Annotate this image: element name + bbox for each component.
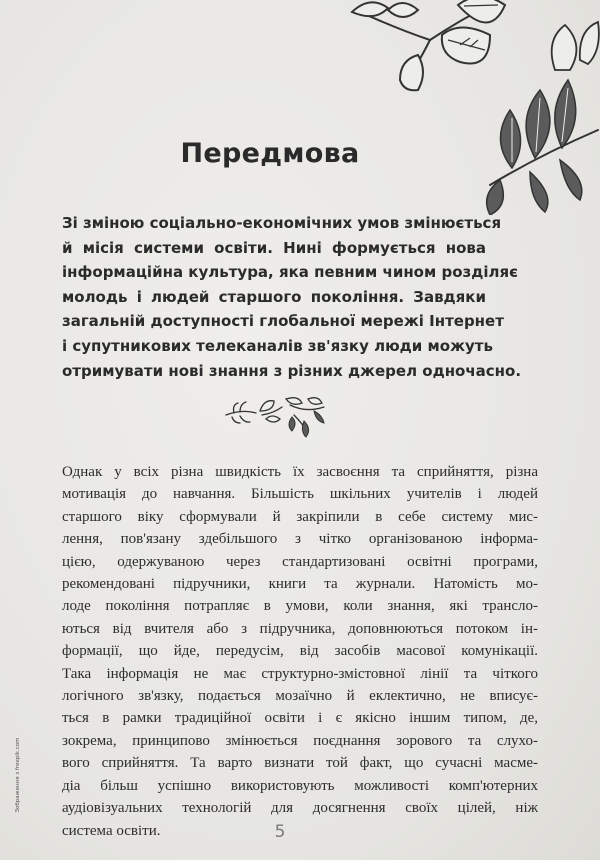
body-paragraph: [62, 461, 538, 842]
intro-line: й місія системи освіти. Нині формується нова: [62, 238, 486, 257]
body-line: зокрема, принципово змінюється поєднання зорового та слухо-: [62, 732, 538, 749]
body-line: рекомендовані підручники, книги та журнали. Натомість мо-: [62, 576, 538, 593]
body-line: старшого віку сформували й закріпили в себе систему мис-: [62, 508, 538, 525]
body-line: Така інформація не має структурно-змістовної лінії та чіткого: [62, 665, 538, 682]
body-line: лоде покоління потрапляє в умови, коли знання, які трансло-: [62, 598, 538, 615]
intro-line: і супутникових телеканалів зв'язку люди можуть: [62, 336, 493, 355]
body-line: аудіовізуальних технологій для досягнення своїх цілей, ніж: [62, 800, 538, 817]
intro-line: загальній доступності глобальної мережі Інтернет: [62, 312, 504, 331]
intro-paragraph: [62, 211, 522, 383]
intro-line: отримувати нові знання з різних джерел одночасно.: [62, 361, 522, 380]
body-line: ться в рамки традиційної освіти і є якісно іншим типом, де,: [62, 710, 538, 727]
body-line: вого сприйняття. Та варто визнати той факт, що сучасні масме-: [62, 755, 538, 772]
intro-line: молодь і людей старшого покоління. Завдяки: [62, 287, 486, 306]
body-line: логічного зв'язку, подається мозаїчно й еклектично, не вписує-: [62, 688, 538, 705]
leaf-divider-icon: [222, 393, 328, 439]
body-line: Однак у всіх різна швидкість їх засвоєння та сприйняття, різна: [62, 464, 538, 480]
intro-line: Зі зміною соціально-економічних умов змінюється: [62, 214, 502, 232]
body-line: формації, що йде, передусім, від засобів масової комунікації.: [62, 643, 538, 660]
page-title: Передмова: [180, 138, 360, 169]
page-number: 5: [274, 822, 286, 842]
body-line: мотивація до навчання. Більшість шкільних учителів і людей: [62, 486, 538, 503]
body-line: лення, пов'язану здебільшого з чітко організованою інформа-: [62, 531, 538, 548]
body-line: цією, одержуваною через стандартизовані освітні програми,: [62, 553, 538, 570]
body-line: діа більш успішно використовують можливості комп'ютерних: [62, 777, 538, 794]
body-line: система освіти.: [62, 822, 161, 839]
image-credit: Зображення з freepik.com: [15, 737, 21, 813]
body-line: ються від вчителя або з підручника, доповнюються потоком ін-: [62, 620, 538, 637]
leafy-branch-icon: [340, 0, 600, 215]
intro-line: інформаційна культура, яка певним чином розділяє: [62, 263, 518, 282]
